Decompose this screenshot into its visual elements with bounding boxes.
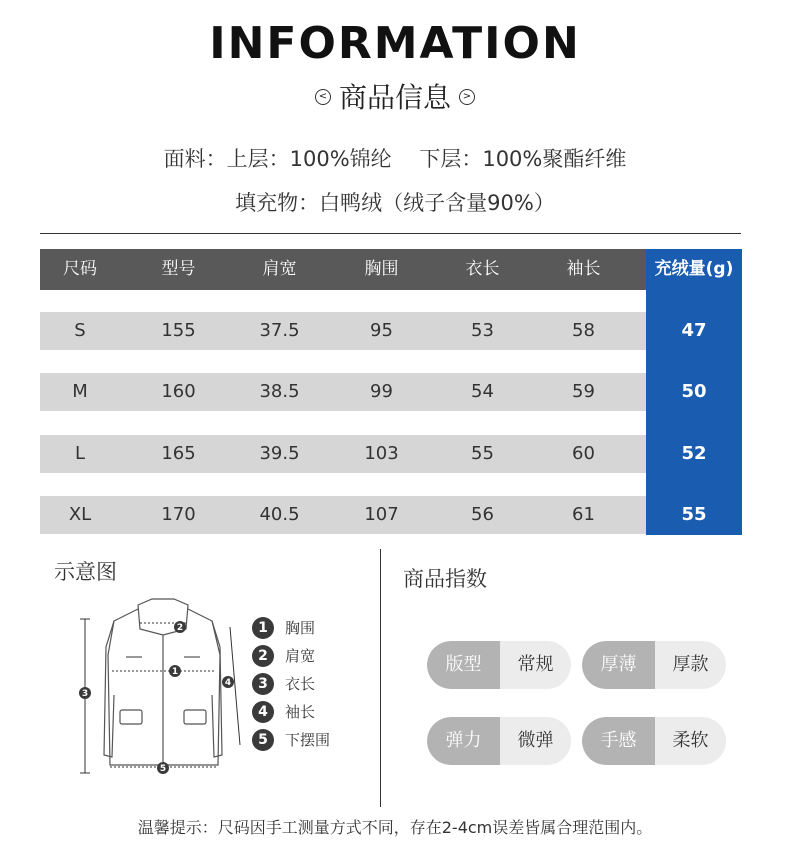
divider [40, 233, 741, 234]
table-row [40, 312, 646, 350]
table-cell: 99 [370, 381, 393, 402]
table-cell-fill: 52 [681, 443, 707, 464]
filler-text: 填充物：白鸭绒（绒子含量90%） [235, 191, 555, 215]
chevron-right-icon: > [459, 89, 475, 105]
table-cell-fill: 55 [681, 504, 707, 525]
table-cell: XL [68, 504, 92, 525]
legend-number: 1 [252, 617, 274, 639]
table-cell: 160 [161, 381, 196, 402]
table-cell-fill: 50 [681, 381, 707, 402]
table-header-accent [646, 249, 742, 290]
footnote: 温馨提示：尺码因手工测量方式不同，存在2-4cm误差皆属合理范围内。 [137, 818, 653, 837]
table-cell: 40.5 [259, 504, 300, 525]
table-row [40, 373, 646, 411]
table-cell: 55 [471, 443, 494, 464]
table-cell: 61 [572, 504, 595, 525]
legend-number: 5 [252, 729, 274, 751]
diagram-marker: 4 [224, 678, 232, 688]
index-key: 手感 [582, 717, 655, 765]
diagram-marker: 3 [81, 689, 89, 699]
table-cell: 38.5 [259, 381, 300, 402]
legend-label: 袖长 [285, 703, 316, 721]
page-title: INFORMATION [209, 18, 581, 69]
table-cell: 103 [364, 443, 399, 464]
table-cell: S [74, 320, 86, 341]
legend-label: 衣长 [285, 675, 316, 693]
legend-number: 2 [252, 645, 274, 667]
table-cell: 39.5 [259, 443, 300, 464]
index-pill [427, 717, 571, 765]
legend-label: 下摆围 [285, 731, 331, 749]
table-header-cell: 充绒量(g) [654, 259, 734, 279]
table-cell: 37.5 [259, 320, 300, 341]
table-cell: 95 [370, 320, 393, 341]
index-value: 柔软 [672, 730, 709, 751]
table-cell: 170 [161, 504, 196, 525]
diagram-marker: 5 [159, 764, 167, 774]
table-row [40, 496, 646, 534]
table-header-cell: 胸围 [364, 259, 399, 279]
legend-label: 胸围 [285, 619, 316, 637]
legend-number: 4 [252, 701, 274, 723]
table-cell: 53 [471, 320, 494, 341]
table-cell: 107 [364, 504, 399, 525]
index-value: 常规 [517, 654, 554, 675]
diagram-marker: 2 [176, 623, 184, 633]
table-cell: 155 [161, 320, 196, 341]
subtitle-text: 商品信息 [338, 81, 451, 114]
index-key: 厚薄 [582, 641, 655, 689]
index-pill [582, 717, 726, 765]
table-header-cell: 袖长 [566, 259, 601, 279]
index-key: 版型 [427, 641, 500, 689]
diagram-title: 示意图 [54, 560, 117, 584]
table-cell: M [72, 381, 88, 402]
index-value: 厚款 [672, 654, 709, 675]
diagram-marker: 1 [171, 667, 179, 677]
table-cell: L [74, 443, 86, 464]
chevron-left-icon: < [315, 89, 331, 105]
material-text: 面料：上层：100%锦纶 下层：100%聚酯纤维 [163, 147, 627, 171]
table-header-cell: 型号 [161, 259, 196, 279]
legend-label: 肩宽 [285, 647, 316, 665]
table-header-cell: 衣长 [465, 259, 500, 279]
table-header-cell: 肩宽 [262, 259, 297, 279]
table-cell: 60 [572, 443, 595, 464]
index-pill [582, 641, 726, 689]
table-cell: 59 [572, 381, 595, 402]
table-cell: 54 [471, 381, 494, 402]
table-header [40, 249, 646, 290]
index-key: 弹力 [427, 717, 500, 765]
table-cell-fill: 47 [681, 320, 707, 341]
table-cell: 56 [471, 504, 494, 525]
table-cell: 165 [161, 443, 196, 464]
table-row [40, 435, 646, 473]
table-cell: 58 [572, 320, 595, 341]
page-subtitle [0, 76, 790, 116]
index-value: 微弹 [517, 730, 554, 751]
table-header-cell: 尺码 [63, 259, 97, 279]
legend-number: 3 [252, 673, 274, 695]
index-title: 商品指数 [403, 567, 487, 591]
section-divider [380, 549, 381, 807]
jacket-diagram [70, 595, 255, 780]
index-pill [427, 641, 571, 689]
